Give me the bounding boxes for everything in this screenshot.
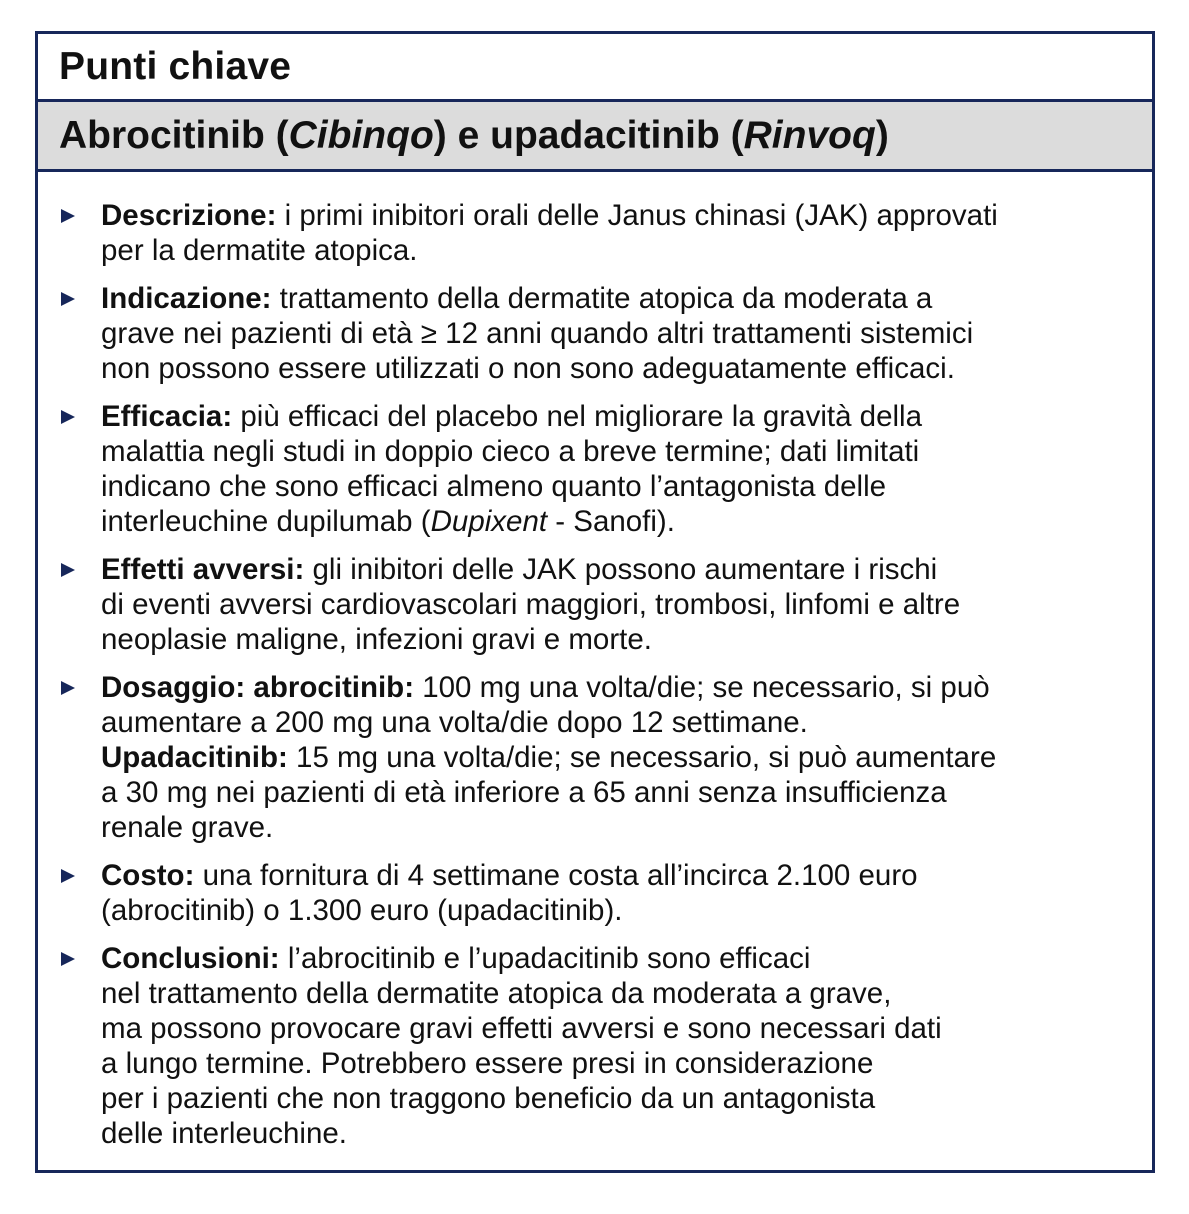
- item-text: [101, 399, 1140, 539]
- drug-title-suffix: ): [875, 113, 889, 157]
- item-line: Descrizione: i primi inibitori orali delle Janus chinasi (JAK) approvati: [101, 199, 998, 232]
- triangle-right-icon: [59, 399, 101, 434]
- page-title: Punti chiave: [59, 44, 292, 88]
- item-label: Descrizione:: [101, 199, 277, 232]
- drug-title-middle: ) e upadacitinib (: [433, 113, 744, 157]
- triangle-right-icon: [59, 198, 101, 233]
- item-line: a 30 mg nei pazienti di età inferiore a 65 anni senza insufficienza: [101, 776, 947, 809]
- item-text: [101, 552, 1140, 657]
- item-text: [101, 858, 1140, 928]
- item-label: Indicazione:: [101, 282, 272, 315]
- item-line: delle interleuchine.: [101, 1117, 347, 1150]
- triangle-right-icon: [59, 552, 101, 587]
- drug-brand-rinvoq: Rinvoq: [743, 113, 876, 157]
- item-label: Efficacia:: [101, 400, 233, 433]
- key-points-list: [38, 172, 1152, 1151]
- item-line: (abrocitinib) o 1.300 euro (upadacitinib).: [101, 894, 623, 927]
- item-line: Effetti avversi: gli inibitori delle JAK possono aumentare i rischi: [101, 553, 938, 586]
- item-line: a lungo termine. Potrebbero essere presi in considerazione: [101, 1047, 874, 1080]
- drug-title: [59, 114, 889, 158]
- item-line: Upadacitinib: 15 mg una volta/die; se necessario, si può aumentare: [101, 741, 997, 774]
- subheader-bar: [38, 102, 1152, 172]
- list-item-descrizione: [59, 198, 1140, 268]
- item-line: per i pazienti che non traggono beneficio da un antagonista: [101, 1082, 876, 1115]
- item-line: indicano che sono efficaci almeno quanto l’antagonista delle: [101, 470, 887, 503]
- triangle-right-icon: [59, 281, 101, 316]
- item-text: [101, 941, 1140, 1151]
- item-line: per la dermatite atopica.: [101, 234, 418, 267]
- item-label: Dosaggio: abrocitinib:: [101, 671, 415, 704]
- item-text: [101, 198, 1140, 268]
- item-line: ma possono provocare gravi effetti avversi e sono necessari dati: [101, 1012, 942, 1045]
- list-item-dosaggio: [59, 670, 1140, 845]
- list-item-efficacia: [59, 399, 1140, 539]
- item-line: Indicazione: trattamento della dermatite atopica da moderata a: [101, 282, 933, 315]
- item-label: Conclusioni:: [101, 942, 280, 975]
- list-item-conclusioni: [59, 941, 1140, 1151]
- list-item-costo: [59, 858, 1140, 928]
- item-line: grave nei pazienti di età ≥ 12 anni quando altri trattamenti sistemici: [101, 317, 974, 350]
- item-line: Costo: una fornitura di 4 settimane costa all’incirca 2.100 euro: [101, 859, 918, 892]
- item-text: [101, 281, 1140, 386]
- item-line: interleuchine dupilumab (Dupixent - Sanofi).: [101, 505, 675, 538]
- header-bar: [38, 34, 1152, 102]
- item-label-upadacitinib: Upadacitinib:: [101, 741, 288, 774]
- list-item-indicazione: [59, 281, 1140, 386]
- item-label: Costo:: [101, 859, 195, 892]
- item-line: nel trattamento della dermatite atopica da moderata a grave,: [101, 977, 892, 1010]
- item-label: Effetti avversi:: [101, 553, 305, 586]
- triangle-right-icon: [59, 858, 101, 893]
- triangle-right-icon: [59, 670, 101, 705]
- item-line: aumentare a 200 mg una volta/die dopo 12 settimane.: [101, 706, 808, 739]
- item-line: di eventi avversi cardiovascolari maggiori, trombosi, linfomi e altre: [101, 588, 961, 621]
- item-line: Conclusioni: l’abrocitinib e l’upadacitinib sono efficaci: [101, 942, 811, 975]
- brand-dupixent: Dupixent: [430, 505, 548, 538]
- triangle-right-icon: [59, 941, 101, 976]
- item-line: Efficacia: più efficaci del placebo nel migliorare la gravità della: [101, 400, 922, 433]
- item-line: renale grave.: [101, 811, 274, 844]
- item-line: Dosaggio: abrocitinib: 100 mg una volta/die; se necessario, si può: [101, 671, 990, 704]
- item-line: malattia negli studi in doppio cieco a breve termine; dati limitati: [101, 435, 920, 468]
- item-text: [101, 670, 1140, 845]
- item-line: neoplasie maligne, infezioni gravi e morte.: [101, 623, 652, 656]
- item-line: non possono essere utilizzati o non sono adeguatamente efficaci.: [101, 352, 955, 385]
- list-item-effetti-avversi: [59, 552, 1140, 657]
- key-points-box: [35, 31, 1155, 1173]
- drug-title-prefix: Abrocitinib (: [59, 113, 289, 157]
- drug-brand-cibinqo: Cibinqo: [288, 113, 434, 157]
